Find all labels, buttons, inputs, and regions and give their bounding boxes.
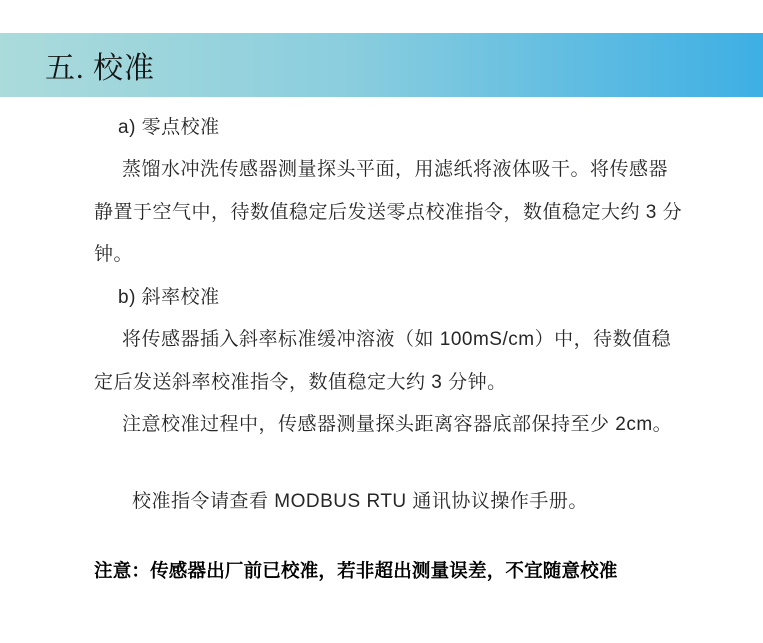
body-line: 蒸馏水冲洗传感器测量探头平面，用滤纸将液体吸干。将传感器 [122,159,669,181]
body-line: 校准指令请查看 MODBUS RTU 通讯协议操作手册。 [132,490,588,512]
body-line: 钟。 [94,244,134,266]
body-line: a) 零点校准 [118,116,220,138]
body-line: 静置于空气中，待数值稳定后发送零点校准指令，数值稳定大约 3 分 [94,201,683,223]
body-text [94,104,708,591]
body-line: 注意校准过程中，传感器测量探头距离容器底部保持至少 2cm。 [122,414,673,436]
header-band [0,33,763,97]
note-line: 注意：传感器出厂前已校准，若非超出测量误差，不宜随意校准 [94,559,618,581]
body-line: 定后发送斜率校准指令，数值稳定大约 3 分钟。 [94,371,507,393]
section-title: 五. 校准 [45,52,155,85]
body-line: b) 斜率校准 [118,286,220,308]
body-line: 将传感器插入斜率标准缓冲溶液（如 100mS/cm）中，待数值稳 [122,329,672,351]
